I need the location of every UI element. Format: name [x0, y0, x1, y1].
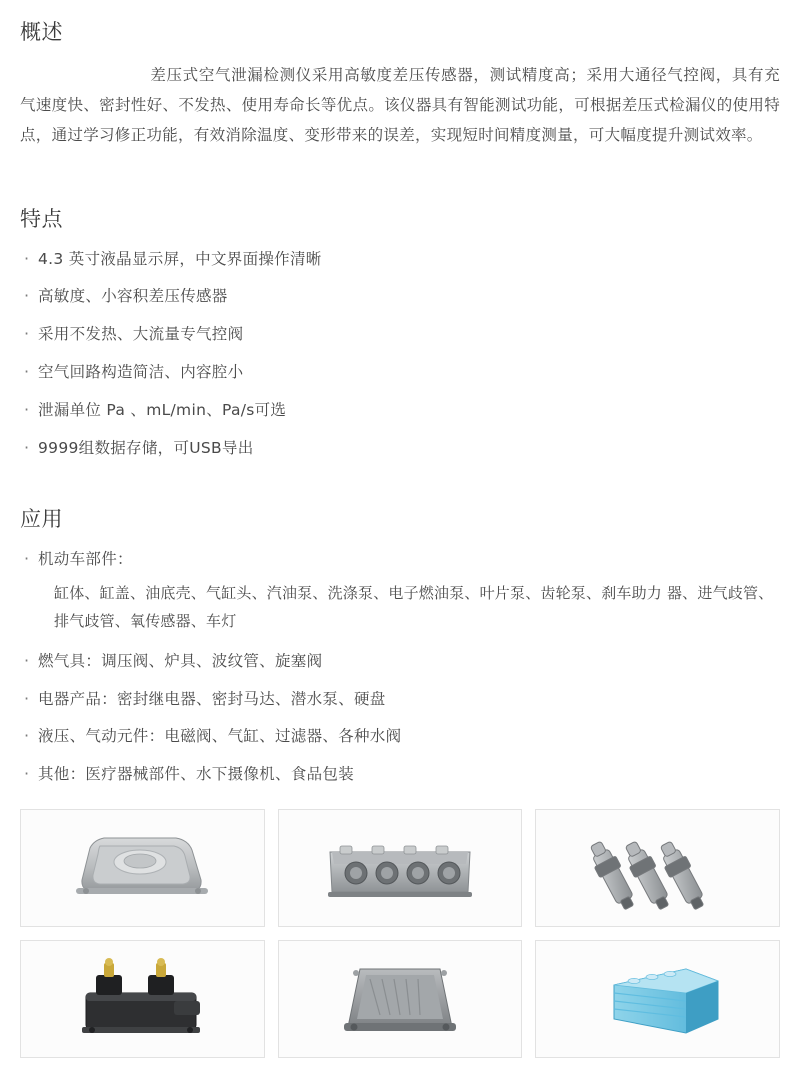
list-item-label: 其他：医疗器械部件、水下摄像机、食品包装 [38, 765, 355, 784]
list-item-label: 燃气具：调压阀、炉具、波纹管、旋塞阀 [38, 651, 323, 670]
applications-list [20, 547, 780, 786]
list-item: · 4.3 英寸液晶显示屏，中文界面操作清晰 [20, 247, 780, 272]
list-item-label: 电器产品：密封继电器、密封马达、潜水泵、硬盘 [38, 689, 386, 708]
list-item: · 9999组数据存储，可USB导出 [20, 436, 780, 461]
gas-valve-assembly-photo [20, 940, 265, 1058]
features-title: 特点 [20, 206, 63, 231]
applications-title: 应用 [20, 507, 63, 532]
overview-paragraph-text: 差压式空气泄漏检测仪采用高敏度差压传感器，测试精度高；采用大通径气控阀，具有充气速度快、密封性好、不发热、使用寿命长等优点。该仪器具有智能测试功能，可根据差压式检漏仪的使用特点，通过学习修正功能，有效消除温度、变形带来的误差，实现短时间精度测量，可大幅度提升测试效率。 [20, 66, 780, 145]
battery-pack-photo [535, 940, 780, 1058]
overview-paragraph [20, 60, 780, 151]
list-item [20, 649, 780, 674]
list-item: · 泄漏单位 Pa 、mL/min、Pa/s可选 [20, 398, 780, 423]
list-item [20, 547, 780, 635]
engine-cover-photo [20, 809, 265, 927]
cylinder-head-photo [278, 809, 523, 927]
list-item: · 采用不发热、大流量专气控阀 [20, 322, 780, 347]
list-item-detail: 缸体、缸盖、油底壳、气缸头、汽油泵、洗涤泵、电子燃油泵、叶片泵、齿轮泵、刹车助力 器、进气歧管、排气歧管、氧传感器、车灯 [54, 584, 774, 630]
list-item-label: 液压、气动元件：电磁阀、气缸、过滤器、各种水阀 [38, 727, 402, 746]
list-item: · 高敏度、小容积差压传感器 [20, 284, 780, 309]
overview-title: 概述 [20, 20, 63, 44]
list-item [20, 762, 780, 787]
features-list [20, 247, 780, 461]
list-item-label: 机动车部件： [38, 550, 133, 569]
controller-housing-photo [278, 940, 523, 1058]
list-item: · 空气回路构造简洁、内容腔小 [20, 360, 780, 385]
fuel-injector-rail-photo [535, 809, 780, 927]
product-gallery [20, 809, 780, 1058]
list-item [20, 724, 780, 749]
spacer [20, 473, 780, 495]
spacer [20, 161, 780, 195]
list-item [20, 687, 780, 712]
